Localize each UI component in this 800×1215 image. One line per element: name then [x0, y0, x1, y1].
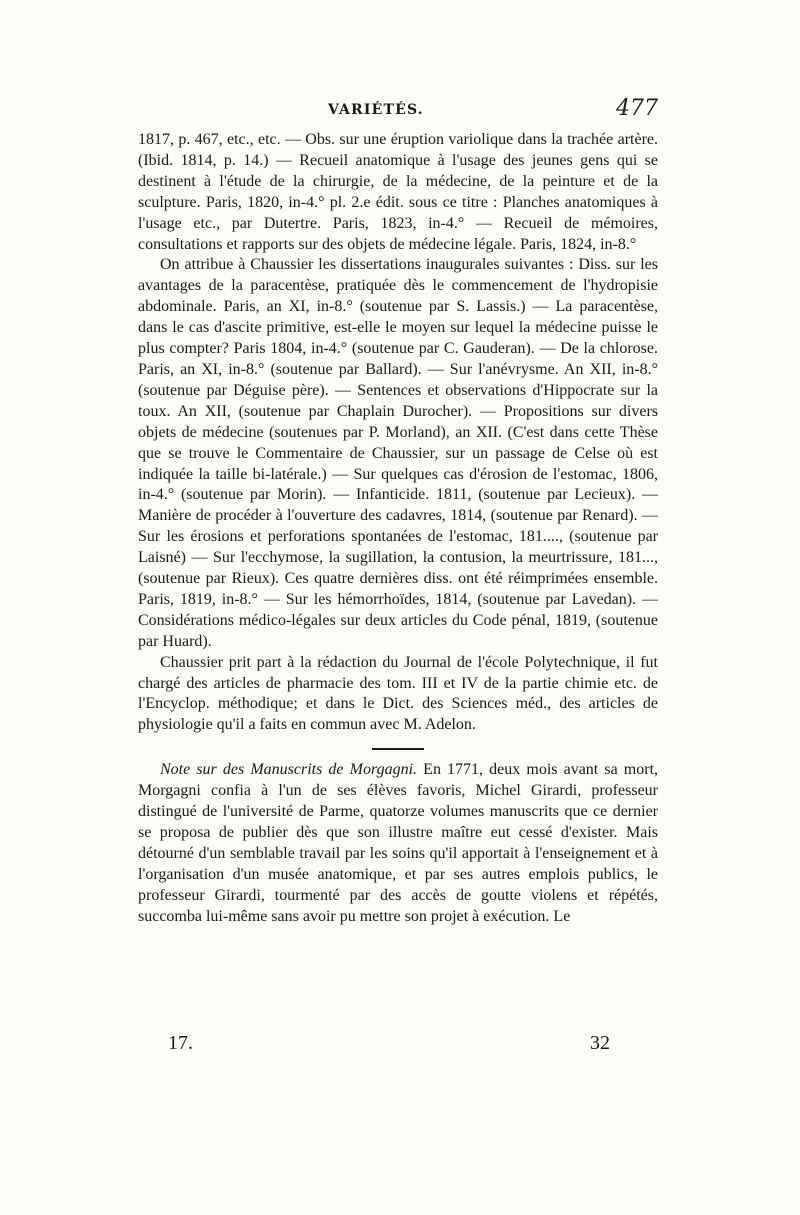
page-header [138, 96, 658, 124]
running-title: VARIÉTÉS. [328, 102, 424, 118]
page-number: 477 [616, 96, 658, 121]
sheet-number: 32 [590, 1032, 610, 1054]
paragraph-contributions: Chaussier prit part à la rédaction du Journal de l'école Polytechnique, il fut chargé des articles de pharmacie des tom. III et IV de la partie chimie etc. de l'Encyclop. méthodique; et dans le Dict. des Sciences méd., des articles de physiologie qu'il a faits en commun avec M. Adelon. [138, 653, 658, 734]
page-footer [138, 1032, 658, 1058]
page-body [138, 130, 658, 928]
paragraph-dissertations: On attribue à Chaussier les dissertations inaugurales suivantes : Diss. sur les avantages de la paracentèse, pratiquée dès le commencement de l'hydropisie abdominale. Paris, an XI, in-8.° (soutenue par S. Lassis.) — La paracentèse, dans le cas d'ascite primitive, est-elle le moyen sur lequel la médecine puisse le plus compter? Paris 1804, in-4.° (soutenue par C. Gauderan). — De la chlorose. Paris, an XI, in-8.° (soutenue par Ballard). — Sur l'anévrysme. An XII, in-8.° (soutenue par Déguise père). — Sentences et observations d'Hippocrate sur la toux. An XII, (soutenue par Chaplain Durocher). — Propositions sur divers objets de médecine (soutenues par P. Morland), an XII. (C'est dans cette Thèse que se trouve le Commentaire de Chaussier, sur un passage de Celse où est indiquée la taille bi-latérale.) — Sur quelques cas d'érosion de l'estomac, 1806, in-4.° (soutenue par Morin). — Infanticide. 1811, (soutenue par Lecieux). — Manière de procéder à l'ouverture des cadavres, 1814, (soutenue par Renard). — Sur les érosions et perforations spontanées de l'estomac, 181...., (soutenue par Laisné) — Sur l'ecchymose, la sugillation, la contusion, la meurtrissure, 181..., (soutenue par Rieux). Ces quatre dernières diss. ont été réimprimées ensemble. Paris, 1819, in-8.° — Sur les hémorrhoïdes, 1814, (soutenue par Lavedan). — Considérations médico-légales sur deux articles du Code pénal, 1819, (soutenue par Huard). [138, 256, 658, 650]
note-text: En 1771, deux mois avant sa mort, Morgagni confia à l'un de ses élèves favoris, Michel Girardi, professeur distingué de l'université de Parme, quatorze volumes manuscrits que ce dernier se proposa de publier dès que son illustre maître eut cessé d'exister. Mais détourné d'un semblable travail par les soins qu'il apportait à l'enseignement et à l'organisation d'un musée anatomique, et par ses autres emplois publics, le professeur Girardi, tourmenté par des accès de goutte violens et répétés, succomba lui-même sans avoir pu mettre son projet à exécution. Le [138, 761, 659, 925]
paragraph-bibliography: 1817, p. 467, etc., etc. — Obs. sur une éruption variolique dans la trachée artère. (Ibid. 1814, p. 14.) — Recueil anatomique à l'usage des jeunes gens qui se destinent à l'étude de la chirurgie, de la médecine, de la peinture et de la sculpture. Paris, 1820, in-4.° pl. 2.e édit. sous ce titre : Planches anatomiques à l'usage etc., par Dutertre. Paris, 1823, in-4.° — Recueil de mémoires, consultations et rapports sur des objets de médecine légale. Paris, 1824, in-8.° [138, 131, 658, 253]
signature-mark: 17. [168, 1032, 193, 1054]
section-divider [372, 748, 424, 750]
note-paragraph [138, 760, 658, 927]
note-title: Note sur des Manuscrits de Morgagni. [160, 761, 418, 779]
